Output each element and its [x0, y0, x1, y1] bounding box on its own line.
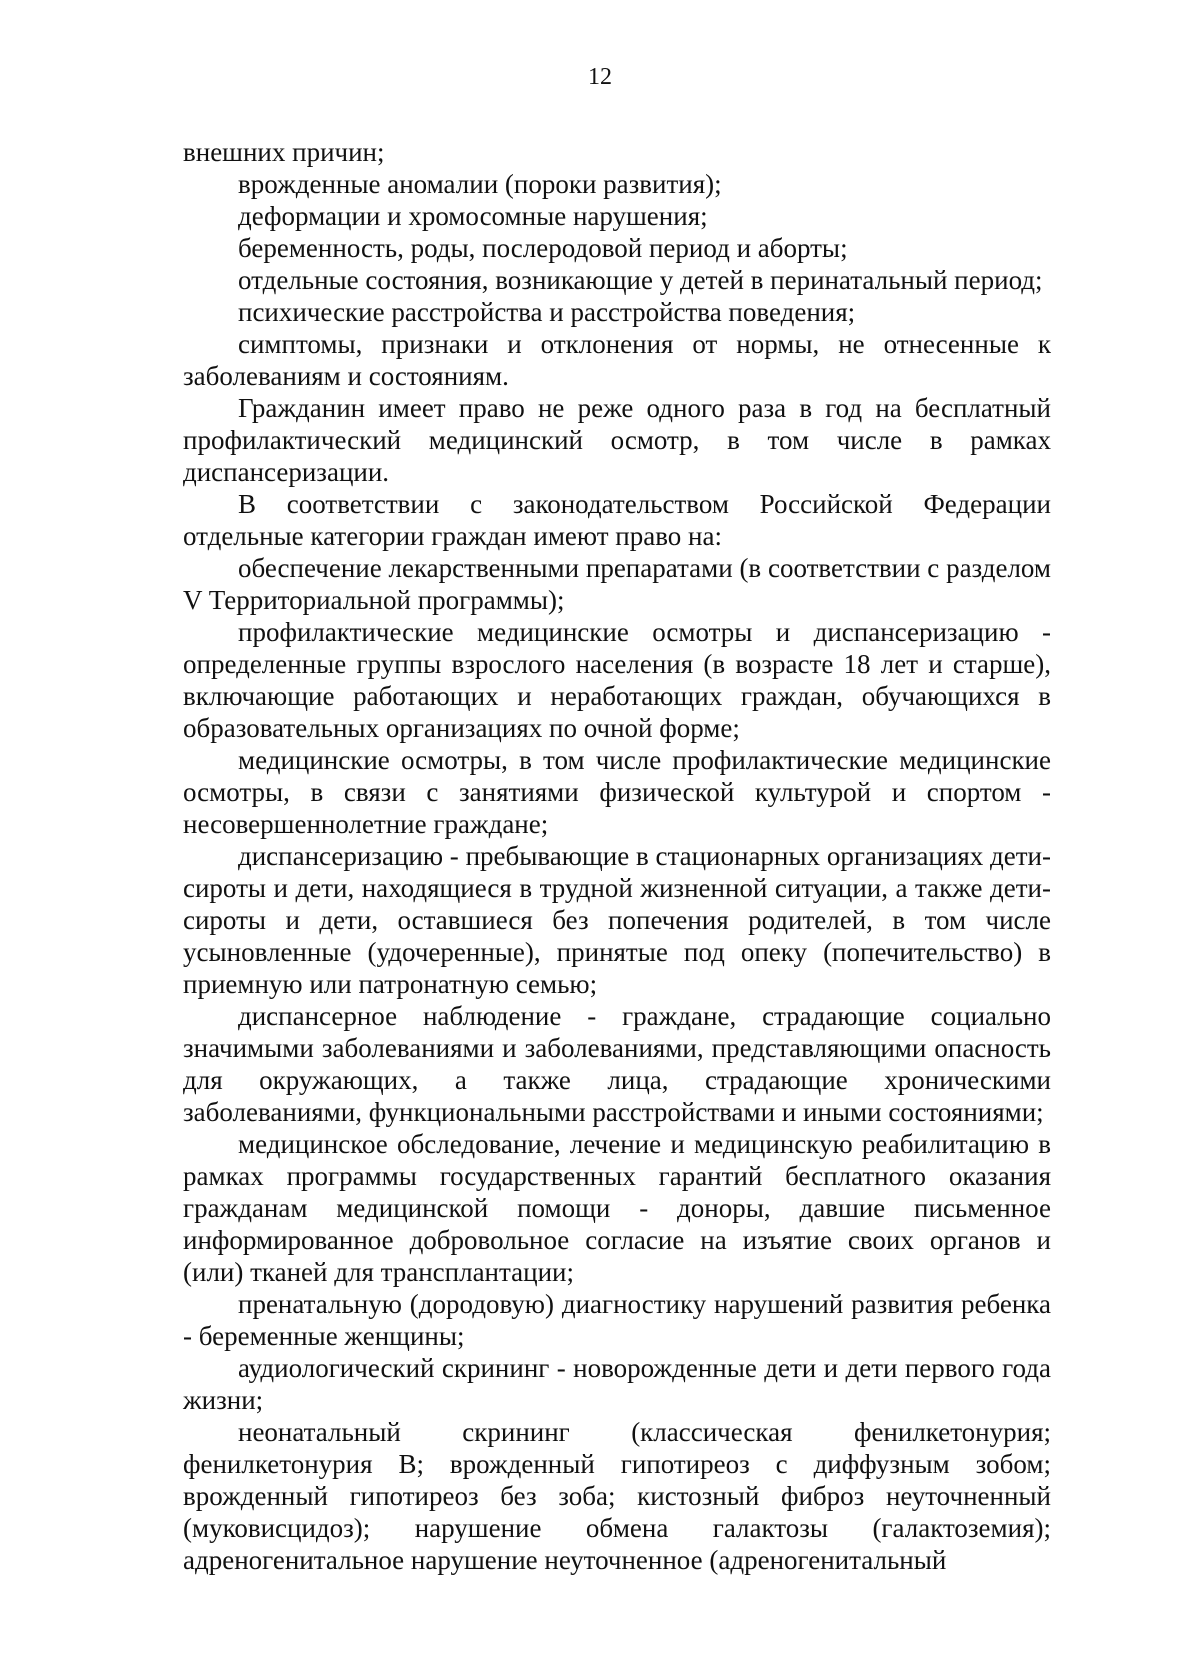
paragraph-1: внешних причин; [183, 137, 385, 167]
paragraph-13: диспансеризацию - пребывающие в стационарных организациях дети-сироты и дети, находящиеся в трудной жизненной ситуации, а также дети-сироты и дети, оставшиеся без попечения родителей, в том числе усыновленные (удочеренные), принятые под опеку (попечительство) в приемную или патронатную семью; [183, 841, 1051, 999]
paragraph-17: аудиологический скрининг - новорожденные дети и дети первого года жизни; [183, 1353, 1051, 1415]
paragraph-5: отдельные состояния, возникающие у детей в перинатальный период; [238, 265, 1043, 295]
paragraph-6: психические расстройства и расстройства поведения; [238, 297, 856, 327]
paragraph-16: пренатальную (дородовую) диагностику нарушений развития ребенка - беременные женщины; [183, 1289, 1051, 1351]
paragraph-18: неонатальный скрининг (классическая фенилкетонурия; фенилкетонурия B; врожденный гипотиреоз с диффузным зобом; врожденный гипотиреоз без зоба; кистозный фиброз неуточненный (муковисцидоз); нарушение обмена галактозы (галактоземия); адреногенитальное нарушение неуточненное (адреногенитальный [183, 1417, 1051, 1575]
paragraph-15: медицинское обследование, лечение и медицинскую реабилитацию в рамках программы государственных гарантий бесплатного оказания гражданам медицинской помощи - доноры, давшие письменное информированное добровольное согласие на изъятие своих органов и (или) тканей для трансплантации; [183, 1129, 1051, 1287]
paragraph-7: симптомы, признаки и отклонения от нормы, не отнесенные к заболеваниям и состояниям. [183, 329, 1051, 391]
paragraph-11: профилактические медицинские осмотры и диспансеризацию - определенные группы взрослого населения (в возрасте 18 лет и старше), включающие работающих и неработающих граждан, обучающихся в образовательных организациях по очной форме; [183, 617, 1051, 743]
paragraph-12: медицинские осмотры, в том числе профилактические медицинские осмотры, в связи с занятиями физической культурой и спортом - несовершеннолетние граждане; [183, 745, 1051, 839]
document-body [183, 136, 1051, 1576]
paragraph-2: врожденные аномалии (пороки развития); [238, 169, 722, 199]
paragraph-3: деформации и хромосомные нарушения; [238, 201, 708, 231]
paragraph-10: обеспечение лекарственными препаратами (в соответствии с разделом V Территориальной программы); [183, 553, 1051, 615]
paragraph-4: беременность, роды, послеродовой период и аборты; [238, 233, 848, 263]
paragraph-8: Гражданин имеет право не реже одного раза в год на бесплатный профилактический медицинский осмотр, в том числе в рамках диспансеризации. [183, 393, 1051, 487]
paragraph-14: диспансерное наблюдение - граждане, страдающие социально значимыми заболеваниями и заболеваниями, представляющими опасность для окружающих, а также лица, страдающие хроническими заболеваниями, функциональными расстройствами и иными состояниями; [183, 1001, 1051, 1127]
paragraph-9: В соответствии с законодательством Российской Федерации отдельные категории граждан имеют право на: [183, 489, 1051, 551]
page-number: 12 [588, 64, 612, 90]
